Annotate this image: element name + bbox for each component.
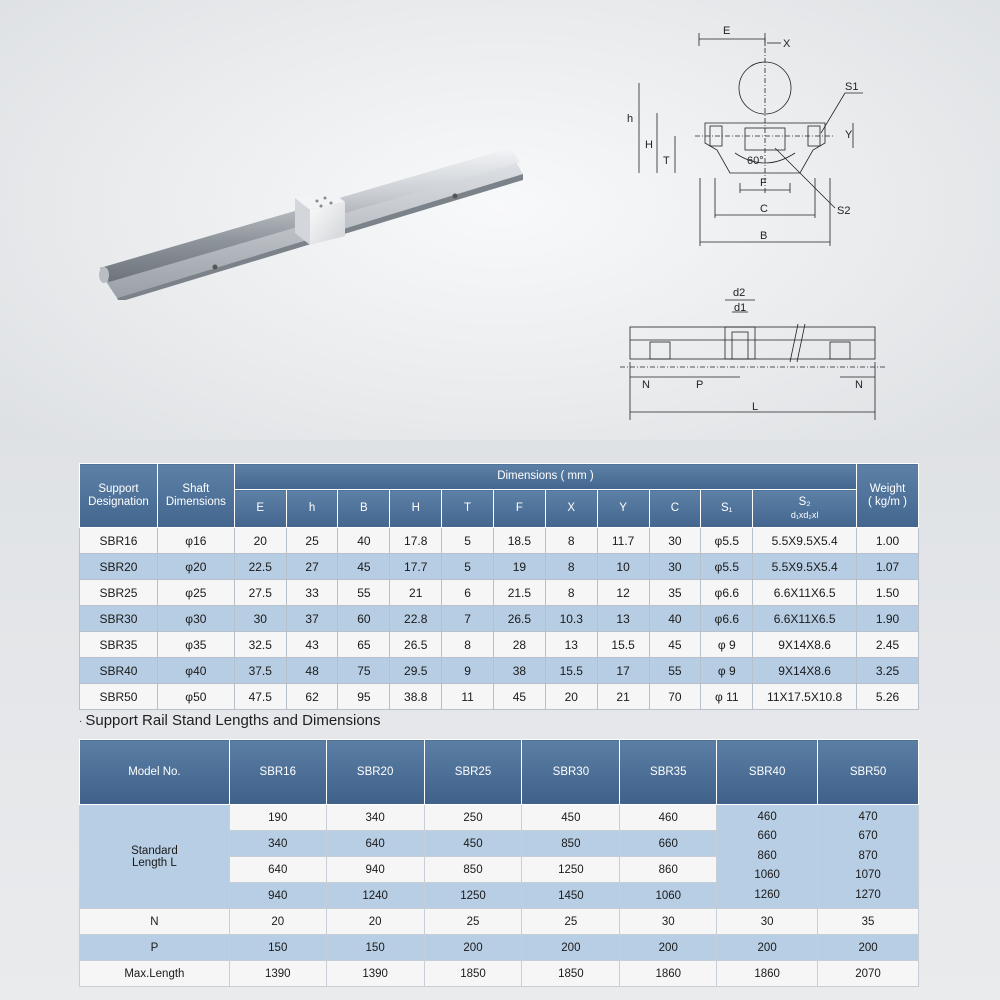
table-cell: 11.7 bbox=[597, 528, 649, 554]
table-cell: 29.5 bbox=[390, 658, 442, 684]
table-cell: 21 bbox=[390, 580, 442, 606]
table-cell: SBR20 bbox=[80, 554, 158, 580]
table-cell: 5.5X9.5X5.4 bbox=[753, 528, 857, 554]
table-cell: 22.5 bbox=[234, 554, 286, 580]
table-cell: 8 bbox=[545, 554, 597, 580]
table-cell: 32.5 bbox=[234, 632, 286, 658]
table-cell: 11 bbox=[442, 684, 494, 710]
table-cell: 5.26 bbox=[857, 684, 919, 710]
header-support-designation: Support Designation bbox=[80, 464, 158, 528]
header-sbr30: SBR30 bbox=[522, 740, 620, 805]
table-cell: 28 bbox=[493, 632, 545, 658]
label-N-left: N bbox=[642, 379, 650, 391]
cross-section-diagram bbox=[595, 18, 880, 268]
table-cell: 850 bbox=[522, 831, 620, 857]
table-cell: φ5.5 bbox=[701, 528, 753, 554]
header-sbr40: SBR40 bbox=[717, 740, 818, 805]
table-cell: 62 bbox=[286, 684, 338, 710]
table-cell: 1860 bbox=[717, 961, 818, 987]
label-N-right: N bbox=[855, 379, 863, 391]
table-cell: 75 bbox=[338, 658, 390, 684]
header-weight: Weight ( kg/m ) bbox=[857, 464, 919, 528]
table-cell: 18.5 bbox=[493, 528, 545, 554]
table-cell: 10.3 bbox=[545, 606, 597, 632]
table-row bbox=[80, 580, 919, 606]
length-value: 470 bbox=[858, 810, 878, 823]
table-cell: 640 bbox=[229, 857, 326, 883]
table-cell: 5 bbox=[442, 528, 494, 554]
table-cell: φ5.5 bbox=[701, 554, 753, 580]
row-label: N bbox=[80, 909, 230, 935]
table-cell: φ 9 bbox=[701, 632, 753, 658]
table-cell: 1450 bbox=[522, 883, 620, 909]
table-cell: 150 bbox=[326, 935, 424, 961]
table-row bbox=[80, 909, 919, 935]
table-cell: 8 bbox=[545, 580, 597, 606]
table-cell: 55 bbox=[649, 658, 701, 684]
table-cell: 9 bbox=[442, 658, 494, 684]
table-cell: 27 bbox=[286, 554, 338, 580]
table-cell: 1240 bbox=[326, 883, 424, 909]
table-cell: 25 bbox=[522, 909, 620, 935]
table-cell: 15.5 bbox=[545, 658, 597, 684]
table-cell: SBR40 bbox=[80, 658, 158, 684]
linear-rail-photo bbox=[95, 140, 535, 300]
table-cell: 6.6X11X6.5 bbox=[753, 606, 857, 632]
table-row bbox=[80, 632, 919, 658]
table-cell: 2070 bbox=[818, 961, 919, 987]
table-cell: 5 bbox=[442, 554, 494, 580]
table-cell: 460 bbox=[620, 805, 717, 831]
header-dimensions: Dimensions ( mm ) bbox=[234, 464, 856, 490]
length-value: 870 bbox=[858, 849, 878, 862]
header-Y: Y bbox=[597, 490, 649, 528]
table-cell: 6.6X11X6.5 bbox=[753, 580, 857, 606]
table-cell: 25 bbox=[286, 528, 338, 554]
table-cell: 200 bbox=[424, 935, 522, 961]
table-cell: 30 bbox=[649, 554, 701, 580]
table-cell: SBR25 bbox=[80, 580, 158, 606]
table-cell: 40 bbox=[338, 528, 390, 554]
length-value: 460 bbox=[757, 810, 777, 823]
table-cell: 20 bbox=[229, 909, 326, 935]
label-60deg: 60° bbox=[747, 155, 764, 167]
table-cell: 10 bbox=[597, 554, 649, 580]
table-cell: φ6.6 bbox=[701, 606, 753, 632]
length-value: 1260 bbox=[754, 888, 780, 901]
header-h: h bbox=[286, 490, 338, 528]
header-sbr25: SBR25 bbox=[424, 740, 522, 805]
table-cell: 17 bbox=[597, 658, 649, 684]
sbr40-lengths-cell bbox=[717, 805, 818, 909]
header-sbr50: SBR50 bbox=[818, 740, 919, 805]
table-cell: 12 bbox=[597, 580, 649, 606]
table-cell: 55 bbox=[338, 580, 390, 606]
table-cell: 43 bbox=[286, 632, 338, 658]
table-cell: φ16 bbox=[157, 528, 234, 554]
table-cell: 21.5 bbox=[493, 580, 545, 606]
table-cell: φ40 bbox=[157, 658, 234, 684]
table-cell: 200 bbox=[522, 935, 620, 961]
table-cell: 15.5 bbox=[597, 632, 649, 658]
table-cell: 30 bbox=[717, 909, 818, 935]
table-cell: 340 bbox=[326, 805, 424, 831]
header-S2: S₂ d₁xd₂xl bbox=[753, 490, 857, 528]
table-cell: 35 bbox=[818, 909, 919, 935]
sbr50-lengths-cell bbox=[818, 805, 919, 909]
table-cell: SBR16 bbox=[80, 528, 158, 554]
table-cell: 45 bbox=[493, 684, 545, 710]
table-row bbox=[80, 684, 919, 710]
length-value: 860 bbox=[757, 849, 777, 862]
table-cell: φ50 bbox=[157, 684, 234, 710]
table-cell: 660 bbox=[620, 831, 717, 857]
label-P: P bbox=[696, 379, 704, 391]
standard-length-label: Standard Length L bbox=[80, 805, 230, 909]
header-sbr20: SBR20 bbox=[326, 740, 424, 805]
label-d1: d1 bbox=[734, 302, 747, 314]
table-cell: 20 bbox=[545, 684, 597, 710]
table-cell: 1.07 bbox=[857, 554, 919, 580]
label-H: H bbox=[645, 139, 653, 151]
table-cell: 200 bbox=[717, 935, 818, 961]
table-cell: 1850 bbox=[522, 961, 620, 987]
table-cell: 20 bbox=[234, 528, 286, 554]
label-T: T bbox=[663, 155, 670, 167]
side-view-diagram bbox=[620, 282, 885, 427]
table-cell: 450 bbox=[522, 805, 620, 831]
label-L: L bbox=[752, 401, 759, 413]
table-row bbox=[80, 805, 919, 831]
table-cell: 26.5 bbox=[390, 632, 442, 658]
table-cell: 65 bbox=[338, 632, 390, 658]
table-cell: 30 bbox=[649, 528, 701, 554]
header-X: X bbox=[545, 490, 597, 528]
table-cell: 1390 bbox=[229, 961, 326, 987]
table-cell: 45 bbox=[338, 554, 390, 580]
table-cell: φ 9 bbox=[701, 658, 753, 684]
label-X: X bbox=[783, 38, 791, 50]
table-cell: 60 bbox=[338, 606, 390, 632]
length-value: 660 bbox=[757, 830, 777, 843]
row-label: Max.Length bbox=[80, 961, 230, 987]
table-cell: 13 bbox=[545, 632, 597, 658]
table-cell: 940 bbox=[326, 857, 424, 883]
table-cell: 33 bbox=[286, 580, 338, 606]
table-cell: 1060 bbox=[620, 883, 717, 909]
label-h: h bbox=[627, 113, 634, 125]
header-H: H bbox=[390, 490, 442, 528]
table-cell: 1.90 bbox=[857, 606, 919, 632]
table-cell: 70 bbox=[649, 684, 701, 710]
table-cell: 1250 bbox=[424, 883, 522, 909]
table-row bbox=[80, 935, 919, 961]
table-cell: 640 bbox=[326, 831, 424, 857]
table-cell: 45 bbox=[649, 632, 701, 658]
header-F: F bbox=[493, 490, 545, 528]
table-cell: 95 bbox=[338, 684, 390, 710]
table-cell: φ35 bbox=[157, 632, 234, 658]
length-value: 1060 bbox=[754, 869, 780, 882]
table-cell: 9X14X8.6 bbox=[753, 632, 857, 658]
table-cell: 13 bbox=[597, 606, 649, 632]
rail-lengths-table bbox=[79, 739, 919, 987]
table-cell: 48 bbox=[286, 658, 338, 684]
label-Y: Y bbox=[845, 129, 853, 141]
header-C: C bbox=[649, 490, 701, 528]
label-F: F bbox=[760, 177, 767, 189]
header-sbr35: SBR35 bbox=[620, 740, 717, 805]
header-T: T bbox=[442, 490, 494, 528]
table-cell: 30 bbox=[234, 606, 286, 632]
table-cell: 1.00 bbox=[857, 528, 919, 554]
table-cell: 1.50 bbox=[857, 580, 919, 606]
table-cell: 150 bbox=[229, 935, 326, 961]
label-d2: d2 bbox=[733, 287, 746, 299]
table-cell: 1390 bbox=[326, 961, 424, 987]
table-cell: φ 11 bbox=[701, 684, 753, 710]
table-cell: 22.8 bbox=[390, 606, 442, 632]
table-cell: 5.5X9.5X5.4 bbox=[753, 554, 857, 580]
table-cell: 450 bbox=[424, 831, 522, 857]
row-label: P bbox=[80, 935, 230, 961]
header-E: E bbox=[234, 490, 286, 528]
table-cell: 2.45 bbox=[857, 632, 919, 658]
table-cell: 20 bbox=[326, 909, 424, 935]
table-row bbox=[80, 606, 919, 632]
table-cell: 3.25 bbox=[857, 658, 919, 684]
table-cell: 26.5 bbox=[493, 606, 545, 632]
table-cell: 200 bbox=[620, 935, 717, 961]
label-B: B bbox=[760, 230, 768, 242]
table-cell: 200 bbox=[818, 935, 919, 961]
table-cell: 38 bbox=[493, 658, 545, 684]
table-cell: 250 bbox=[424, 805, 522, 831]
table-cell: 25 bbox=[424, 909, 522, 935]
table-cell: 27.5 bbox=[234, 580, 286, 606]
table-cell: φ25 bbox=[157, 580, 234, 606]
length-value: 1070 bbox=[855, 869, 881, 882]
label-S1: S1 bbox=[845, 81, 859, 93]
table-cell: 11X17.5X10.8 bbox=[753, 684, 857, 710]
header-model-no: Model No. bbox=[80, 740, 230, 805]
table-cell: 850 bbox=[424, 857, 522, 883]
table-cell: SBR35 bbox=[80, 632, 158, 658]
section-title: · Support Rail Stand Lengths and Dimensions bbox=[79, 712, 381, 729]
table-cell: 7 bbox=[442, 606, 494, 632]
table-cell: 40 bbox=[649, 606, 701, 632]
label-C: C bbox=[760, 203, 768, 215]
table-cell: 47.5 bbox=[234, 684, 286, 710]
table-cell: SBR30 bbox=[80, 606, 158, 632]
label-S2: S2 bbox=[837, 205, 851, 217]
header-sbr16: SBR16 bbox=[229, 740, 326, 805]
table-cell: φ20 bbox=[157, 554, 234, 580]
table-cell: 21 bbox=[597, 684, 649, 710]
table-cell: 38.8 bbox=[390, 684, 442, 710]
table-cell: 8 bbox=[442, 632, 494, 658]
dimensions-table bbox=[79, 463, 919, 710]
table-cell: 35 bbox=[649, 580, 701, 606]
table-cell: 860 bbox=[620, 857, 717, 883]
table-cell: 17.7 bbox=[390, 554, 442, 580]
table-cell: φ30 bbox=[157, 606, 234, 632]
table-cell: φ6.6 bbox=[701, 580, 753, 606]
table-cell: 9X14X8.6 bbox=[753, 658, 857, 684]
table-cell: 19 bbox=[493, 554, 545, 580]
table-cell: 6 bbox=[442, 580, 494, 606]
table-cell: 8 bbox=[545, 528, 597, 554]
table-row bbox=[80, 554, 919, 580]
table-cell: 940 bbox=[229, 883, 326, 909]
label-E: E bbox=[723, 25, 731, 37]
table-row bbox=[80, 528, 919, 554]
header-B: B bbox=[338, 490, 390, 528]
table-cell: 1860 bbox=[620, 961, 717, 987]
table-cell: 1850 bbox=[424, 961, 522, 987]
table-cell: 37.5 bbox=[234, 658, 286, 684]
table-cell: SBR50 bbox=[80, 684, 158, 710]
table-cell: 190 bbox=[229, 805, 326, 831]
length-value: 1270 bbox=[855, 888, 881, 901]
length-value: 670 bbox=[858, 830, 878, 843]
table-cell: 1250 bbox=[522, 857, 620, 883]
table-cell: 30 bbox=[620, 909, 717, 935]
header-S1: S₁ bbox=[701, 490, 753, 528]
table-cell: 37 bbox=[286, 606, 338, 632]
table-row bbox=[80, 961, 919, 987]
table-row bbox=[80, 658, 919, 684]
table-cell: 17.8 bbox=[390, 528, 442, 554]
header-shaft-dimensions: Shaft Dimensions bbox=[157, 464, 234, 528]
table-cell: 340 bbox=[229, 831, 326, 857]
